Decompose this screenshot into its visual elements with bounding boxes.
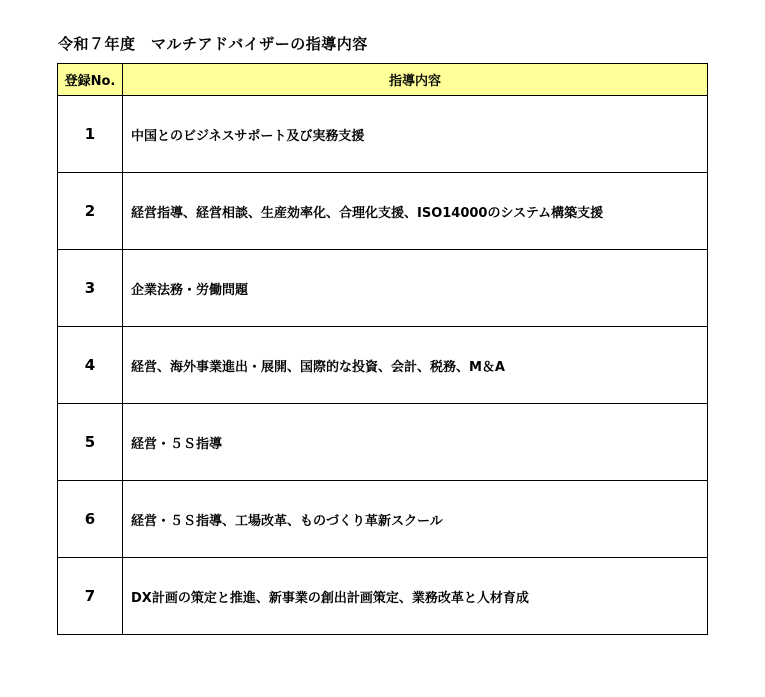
table-row [58,250,708,327]
table-row [58,404,708,481]
guidance-content-cell: 経営、海外事業進出・展開、国際的な投資、会計、税務、M＆A [123,327,708,404]
guidance-content-cell: 経営・５Ｓ指導、工場改革、ものづくり革新スクール [123,481,708,558]
table-header [58,64,708,96]
registration-no-cell: 7 [58,558,123,635]
table-row [58,481,708,558]
table-row [58,173,708,250]
registration-no-cell: 3 [58,250,123,327]
registration-no-cell: 4 [58,327,123,404]
guidance-content-cell: 経営指導、経営相談、生産効率化、合理化支援、ISO14000のシステム構築支援 [123,173,708,250]
guidance-content-cell: 経営・５Ｓ指導 [123,404,708,481]
guidance-content-cell: DX計画の策定と推進、新事業の創出計画策定、業務改革と人材育成 [123,558,708,635]
table-row [58,558,708,635]
registration-no-cell: 1 [58,96,123,173]
header-row [58,64,708,96]
table-row [58,96,708,173]
table-row [58,327,708,404]
document-title: 令和７年度 マルチアドバイザーの指導内容 [58,35,368,53]
header-guidance-content: 指導内容 [123,64,708,96]
guidance-content-cell: 企業法務・労働問題 [123,250,708,327]
registration-no-cell: 2 [58,173,123,250]
registration-no-cell: 5 [58,404,123,481]
registration-no-cell: 6 [58,481,123,558]
header-registration-no: 登録No. [58,64,123,96]
table-body [58,96,708,635]
guidance-content-cell: 中国とのビジネスサポート及び実務支援 [123,96,708,173]
guidance-table [57,63,708,635]
